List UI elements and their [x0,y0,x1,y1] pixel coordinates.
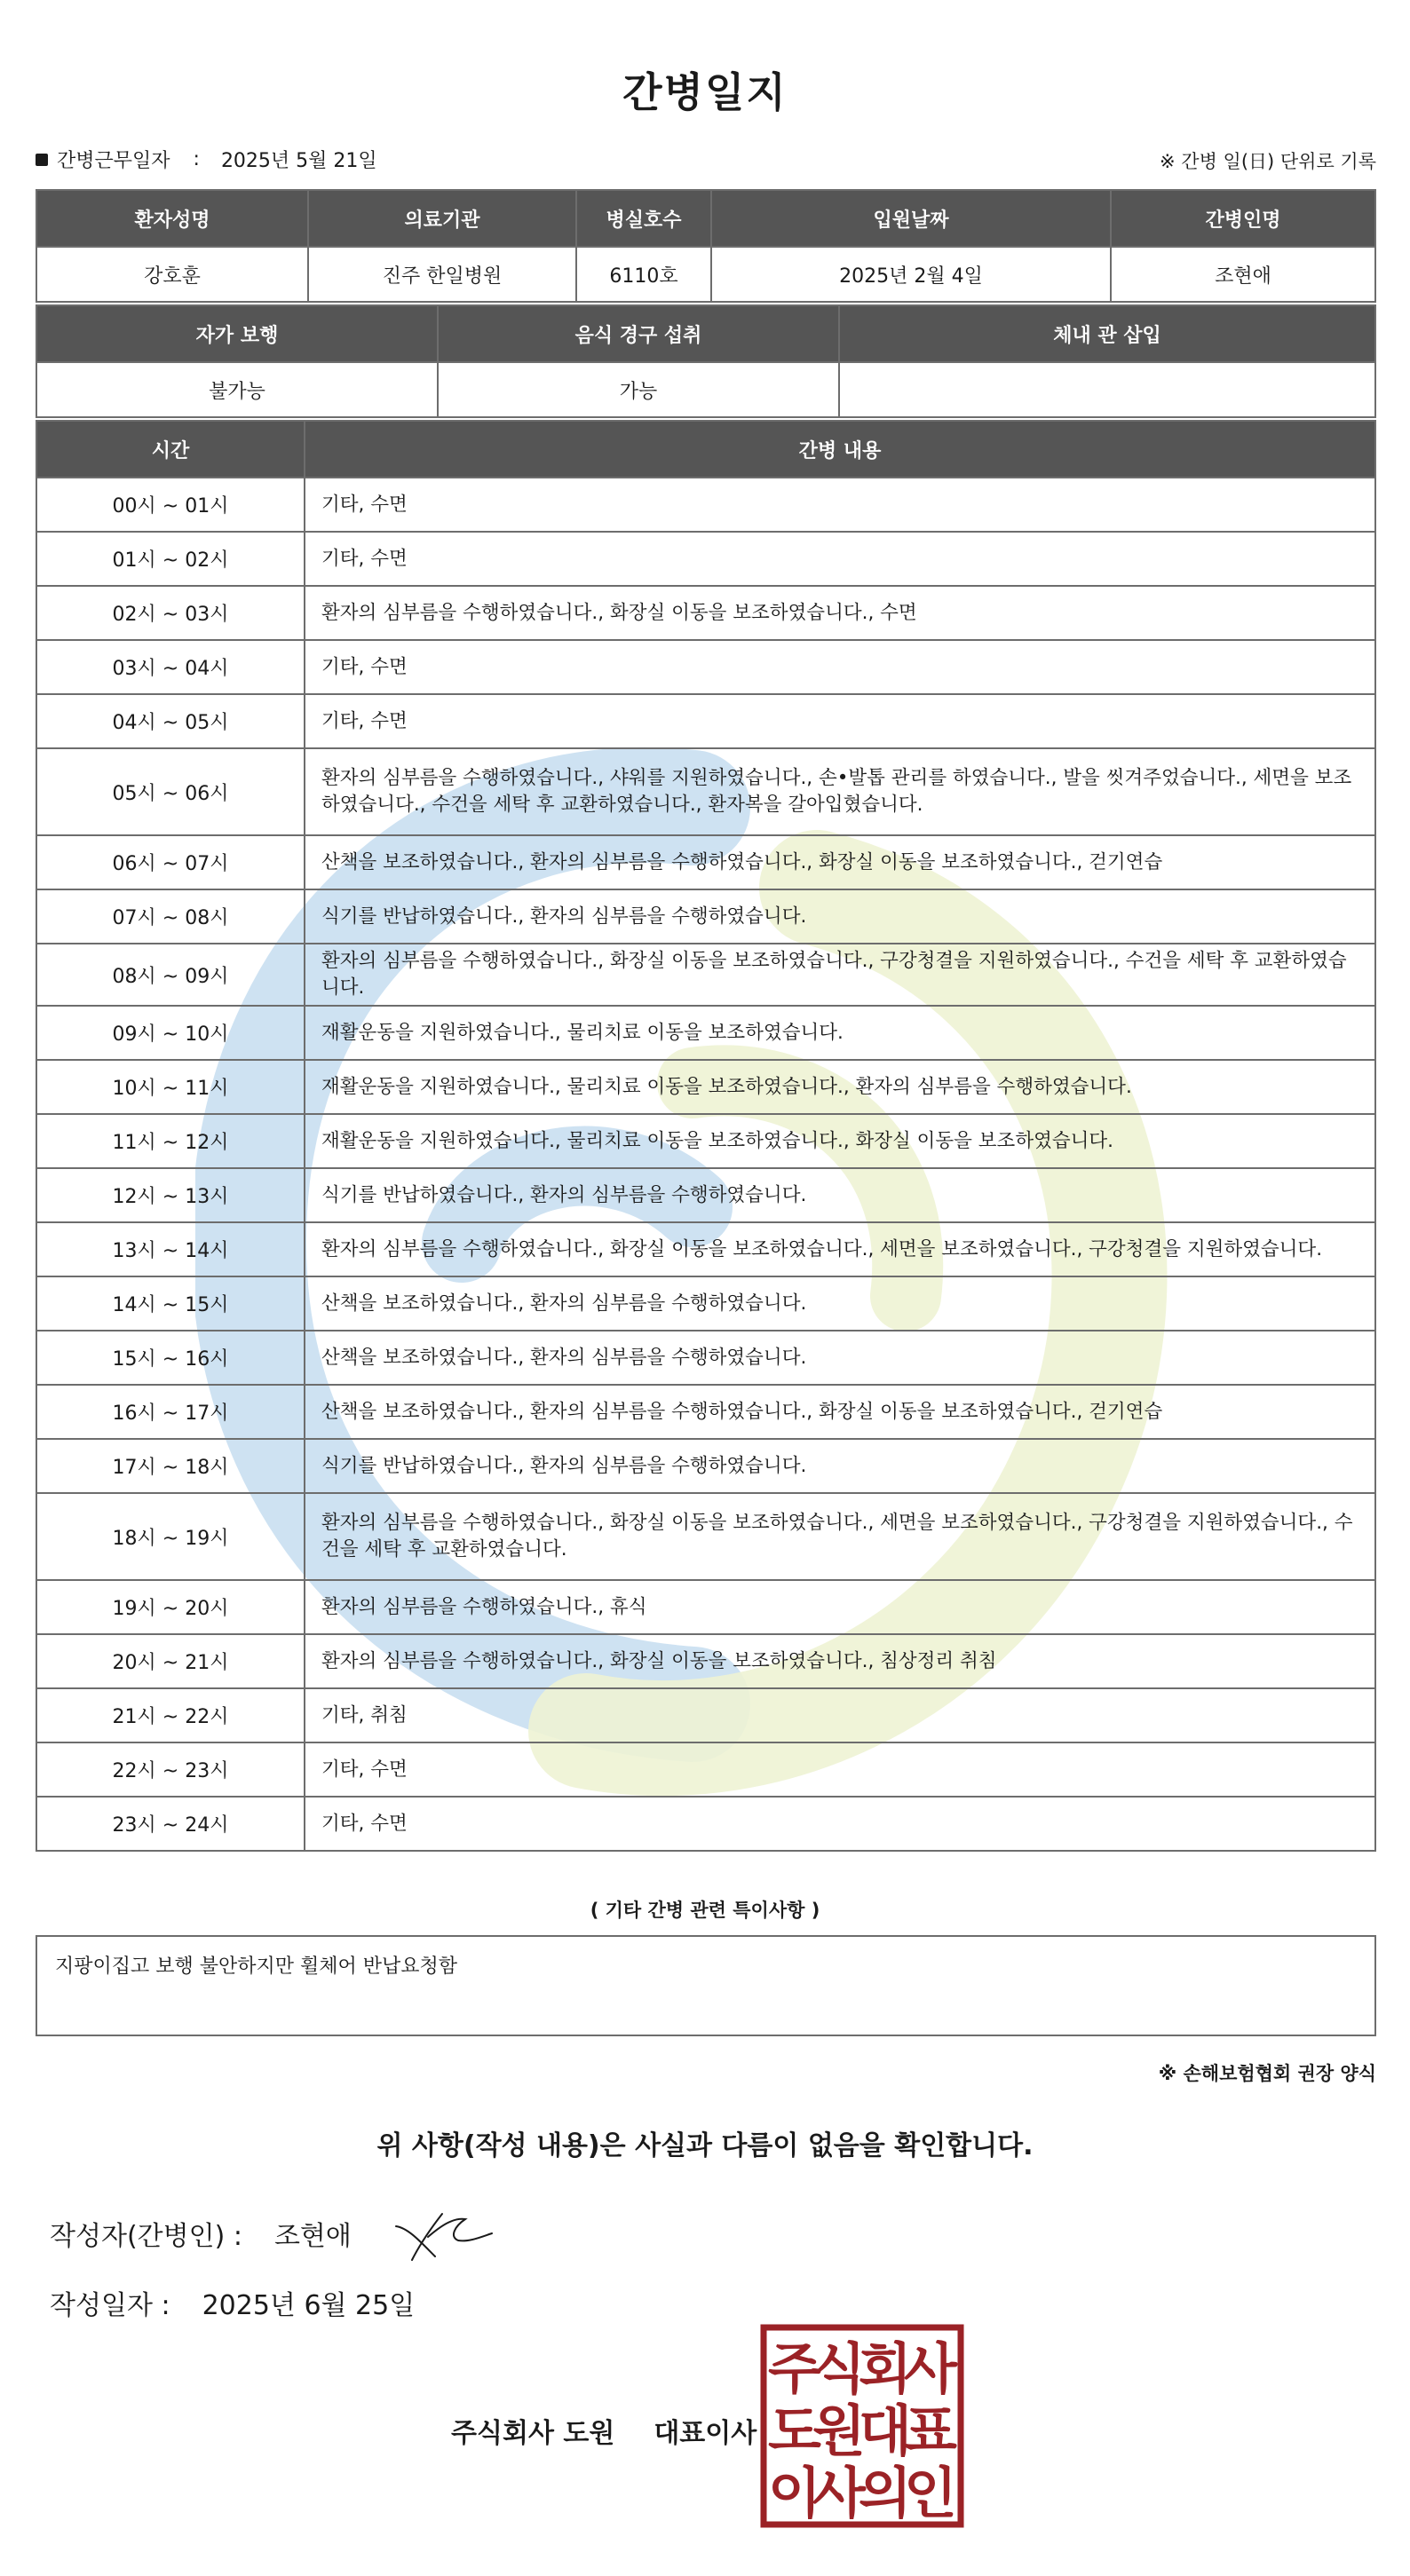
care-log-content: 재활운동을 지원하였습니다., 물리치료 이동을 보조하였습니다., 화장실 이동을 보조하였습니다. [305,1114,1375,1168]
care-log-time: 05시 ~ 06시 [36,748,305,835]
write-date-label: 작성일자 : [50,2290,170,2321]
care-log-row [36,1276,1375,1331]
care-log-time: 08시 ~ 09시 [36,944,305,1006]
care-log-row [36,1797,1375,1851]
svg-text:원: 원 [812,2398,866,2463]
header-patient-name: 환자성명 [36,190,308,247]
work-date-value: 2025년 5월 21일 [220,150,377,172]
care-log-row [36,748,1375,835]
patient-name: 강호훈 [36,247,308,302]
header-care-content: 간병 내용 [305,421,1375,478]
write-date-value: 2025년 6월 25일 [202,2290,416,2321]
care-log-time: 13시 ~ 14시 [36,1222,305,1276]
care-log-content: 기타, 취침 [305,1688,1375,1742]
care-log-content: 산책을 보조하였습니다., 환자의 심부름을 수행하였습니다. [305,1276,1375,1331]
care-log-row [36,532,1375,586]
care-log-content: 기타, 수면 [305,1742,1375,1797]
svg-text:의: 의 [859,2461,912,2525]
care-log-row [36,1688,1375,1742]
care-log-content: 재활운동을 지원하였습니다., 물리치료 이동을 보조하였습니다., 환자의 심부름을 수행하였습니다. [305,1060,1375,1114]
care-log-time: 22시 ~ 23시 [36,1742,305,1797]
care-log-content: 환자의 심부름을 수행하였습니다., 샤워를 지원하였습니다., 손•발톱 관리를 하였습니다., 발을 씻겨주었습니다., 세면을 보조하였습니다., 수건을 세탁 후 교환하였습니다., 환자복을 갈아입혔습니다. [305,748,1375,835]
care-log-time: 20시 ~ 21시 [36,1634,305,1688]
signature-image [391,2201,497,2264]
svg-text:사: 사 [904,2336,957,2401]
svg-text:회: 회 [859,2336,912,2401]
svg-text:대: 대 [859,2398,912,2463]
care-log-time: 04시 ~ 05시 [36,694,305,748]
header-tube-insertion: 체내 관 삽입 [839,305,1375,362]
care-log-time: 01시 ~ 02시 [36,532,305,586]
special-notes-text: 지팡이집고 보행 불안하지만 휠체어 반납요청함 [55,1956,458,1978]
svg-text:인: 인 [904,2461,957,2525]
svg-text:도: 도 [768,2398,821,2463]
header-caregiver-name: 간병인명 [1111,190,1375,247]
form-note: ※ 손해보험협회 권장 양식 [1158,2063,1376,2084]
care-log-time: 03시 ~ 04시 [36,640,305,694]
care-log-row [36,1114,1375,1168]
company-representative: 대표이사 [654,2418,757,2449]
work-date-colon: : [193,148,200,170]
special-notes-title: ( 기타 간병 관련 특이사항 ) [590,1900,820,1921]
care-log-time: 19시 ~ 20시 [36,1580,305,1634]
care-log-content: 기타, 수면 [305,1797,1375,1851]
company-seal-stamp [760,2324,964,2528]
svg-text:표: 표 [904,2398,957,2463]
care-log-row [36,1493,1375,1580]
care-log-row [36,1742,1375,1797]
care-log-time: 06시 ~ 07시 [36,835,305,889]
care-log-content: 기타, 수면 [305,532,1375,586]
writer-label: 작성자(간병인) : [50,2221,242,2252]
svg-text:이: 이 [768,2461,821,2525]
care-log-row [36,1439,1375,1493]
care-log-content: 환자의 심부름을 수행하였습니다., 화장실 이동을 보조하였습니다., 세면을 보조하였습니다., 구강청결을 지원하였습니다. [305,1222,1375,1276]
admission-date: 2025년 2월 4일 [711,247,1111,302]
writer-line [50,2214,352,2253]
care-log-row [36,640,1375,694]
care-log-time: 16시 ~ 17시 [36,1385,305,1439]
header-hospital: 의료기관 [308,190,576,247]
care-log-time: 00시 ~ 01시 [36,478,305,532]
header-oral-intake: 음식 경구 섭취 [438,305,839,362]
care-log-row [36,1580,1375,1634]
care-log-row [36,694,1375,748]
care-log-row [36,835,1375,889]
care-log-time: 14시 ~ 15시 [36,1276,305,1331]
care-log-content: 산책을 보조하였습니다., 환자의 심부름을 수행하였습니다., 화장실 이동을 보조하였습니다., 걷기연습 [305,1385,1375,1439]
care-log-body [36,478,1375,1851]
care-log-content: 환자의 심부름을 수행하였습니다., 휴식 [305,1580,1375,1634]
svg-text:주: 주 [768,2336,821,2401]
care-log-time: 12시 ~ 13시 [36,1168,305,1222]
patient-info-table [36,189,1376,303]
care-log-time: 07시 ~ 08시 [36,889,305,944]
svg-text:사: 사 [812,2461,866,2525]
work-date [36,146,377,173]
care-log-row [36,1168,1375,1222]
care-log-content: 기타, 수면 [305,640,1375,694]
care-log-row [36,1634,1375,1688]
care-log-content: 식기를 반납하였습니다., 환자의 심부름을 수행하였습니다. [305,1168,1375,1222]
document-title: 간병일지 [622,68,788,116]
caregiver-name: 조현애 [1111,247,1375,302]
care-log-row [36,586,1375,640]
write-date-line [50,2283,415,2322]
care-log-content: 환자의 심부름을 수행하였습니다., 화장실 이동을 보조하였습니다., 침상정리 취침 [305,1634,1375,1688]
care-log-content: 산책을 보조하였습니다., 환자의 심부름을 수행하였습니다. [305,1331,1375,1385]
company-name: 주식회사 도원 [451,2418,615,2449]
tube-insertion-value [839,362,1375,417]
header-admission-date: 입원날짜 [711,190,1111,247]
care-log-content: 재활운동을 지원하였습니다., 물리치료 이동을 보조하였습니다. [305,1006,1375,1060]
care-log-time: 02시 ~ 03시 [36,586,305,640]
care-log-time: 09시 ~ 10시 [36,1006,305,1060]
care-log-row [36,1006,1375,1060]
care-log-time: 17시 ~ 18시 [36,1439,305,1493]
care-log-time: 11시 ~ 12시 [36,1114,305,1168]
patient-status-table [36,304,1376,418]
care-log-table [36,420,1376,1852]
svg-text:식: 식 [812,2336,866,2401]
care-log-row [36,1331,1375,1385]
header-room: 병실호수 [576,190,711,247]
header-self-walking: 자가 보행 [36,305,438,362]
confirmation-statement: 위 사항(작성 내용)은 사실과 다름이 없음을 확인합니다. [376,2130,1034,2161]
care-log-row [36,889,1375,944]
care-log-time: 10시 ~ 11시 [36,1060,305,1114]
special-notes-box [36,1935,1376,2036]
care-log-content: 식기를 반납하였습니다., 환자의 심부름을 수행하였습니다. [305,889,1375,944]
care-log-content: 산책을 보조하였습니다., 환자의 심부름을 수행하였습니다., 화장실 이동을 보조하였습니다., 걷기연습 [305,835,1375,889]
care-log-row [36,1060,1375,1114]
self-walking-value: 불가능 [36,362,438,417]
room-number: 6110호 [576,247,711,302]
hospital-name: 진주 한일병원 [308,247,576,302]
care-log-content: 기타, 수면 [305,694,1375,748]
care-log-content: 환자의 심부름을 수행하였습니다., 화장실 이동을 보조하였습니다., 구강청결을 지원하였습니다., 수건을 세탁 후 교환하였습니다. [305,944,1375,1006]
care-log-row [36,1385,1375,1439]
writer-name: 조현애 [273,2221,352,2252]
care-log-content: 기타, 수면 [305,478,1375,532]
work-date-label: 간병근무일자 [57,150,170,172]
care-log-time: 18시 ~ 19시 [36,1493,305,1580]
care-log-time: 21시 ~ 22시 [36,1688,305,1742]
unit-note: ※ 간병 일(日) 단위로 기록 [1160,151,1376,172]
company-line [451,2411,756,2450]
care-log-content: 환자의 심부름을 수행하였습니다., 화장실 이동을 보조하였습니다., 세면을 보조하였습니다., 구강청결을 지원하였습니다., 수건을 세탁 후 교환하였습니다. [305,1493,1375,1580]
care-log-row [36,1222,1375,1276]
care-log-content: 식기를 반납하였습니다., 환자의 심부름을 수행하였습니다. [305,1439,1375,1493]
oral-intake-value: 가능 [438,362,839,417]
care-log-time: 23시 ~ 24시 [36,1797,305,1851]
care-log-row [36,944,1375,1006]
care-log-content: 환자의 심부름을 수행하였습니다., 화장실 이동을 보조하였습니다., 수면 [305,586,1375,640]
bullet-square-icon [36,154,48,166]
header-time: 시간 [36,421,305,478]
care-log-time: 15시 ~ 16시 [36,1331,305,1385]
care-log-row [36,478,1375,532]
